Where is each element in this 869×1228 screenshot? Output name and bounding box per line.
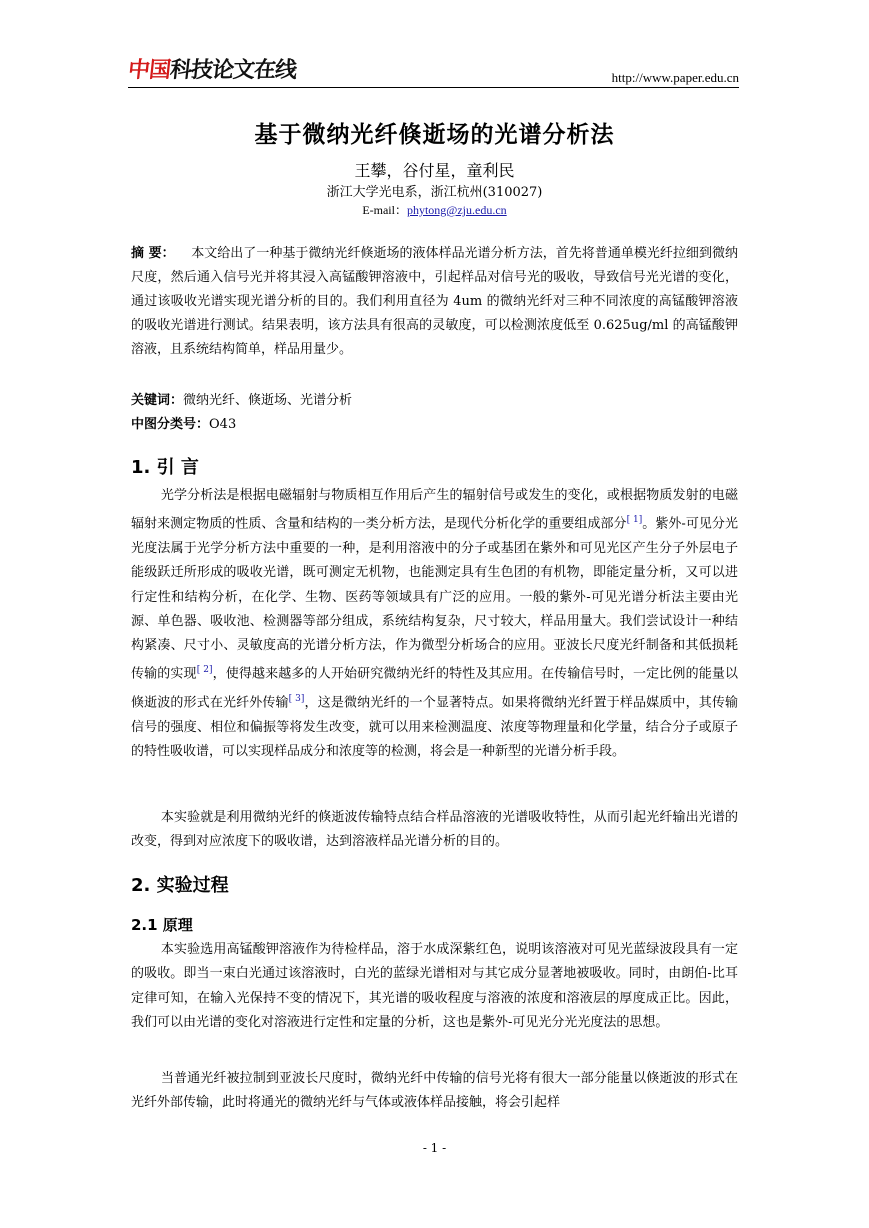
classification-text: O43 <box>209 417 237 432</box>
para-text: 光学分析法是根据电磁辐射与物质相互作用后产生的辐射信号或发生的变化，或根据物质发射的电磁辐射来测定物质的性质、含量和结构的一类分析方法，是现代分析化学的重要组成部分 <box>131 488 738 532</box>
para-text: ，这是微纳光纤的一个显著特点。如果将微纳光纤置于样品媒质中，其传输信号的强度、相位和偏振等将发生改变，就可以用来检测温度、浓度等物理量和化学量，结合分子或原子的特性吸收谱，可以实现样品成分和浓度等的检测，将会是一种新型的光谱分析手段。 <box>131 695 738 759</box>
paper-authors: 王攀，谷付星，童利民 <box>354 161 515 180</box>
section-2-paragraph-1: 本实验选用高锰酸钾溶液作为待检样品，溶于水成深紫红色，说明该溶液对可见光蓝绿波段具有一定的吸收。即当一束白光通过该溶液时，白光的蓝绿光谱相对与其它成分显著地被吸收。同时，由朗伯-比耳定律可知，在输入光保持不变的情况下，其光谱的吸收程度与溶液的浓度和溶液层的厚度成正比。因此，我们可以由光谱的变化对溶液进行定性和定量的分析，这也是紫外-可见光分光光度法的思想。 <box>131 942 738 1030</box>
classification <box>131 415 738 435</box>
paper-affiliation: 浙江大学光电系，浙江杭州(310027) <box>326 185 543 200</box>
header-divider <box>128 87 739 88</box>
keywords-text: 微纳光纤、倏逝场、光谱分析 <box>183 393 353 408</box>
section-1-heading: 1. 引 言 <box>131 457 199 478</box>
citation-3[interactable]: [ 3] <box>288 694 305 705</box>
site-url[interactable]: http://www.paper.edu.cn <box>611 70 739 85</box>
email-label: E-mail： <box>362 203 407 217</box>
citation-2[interactable]: [ 2] <box>196 665 213 676</box>
page-number: - 1 - <box>422 1141 447 1155</box>
logo-red-text: 中国 <box>126 58 172 83</box>
citation-1[interactable]: [ 1] <box>626 515 643 526</box>
abstract-text: 本文给出了一种基于微纳光纤倏逝场的液体样品光谱分析方法，首先将普通单模光纤拉细到微纳尺度，然后通入信号光并将其浸入高锰酸钾溶液中，引起样品对信号光的吸收，导致信号光光谱的变化，通过该吸收光谱实现光谱分析的目的。我们利用直径为 4um 的微纳光纤对三种不同浓度的高锰酸钾溶液的吸收光谱进行测试。结果表明，该方法具有很高的灵敏度，可以检测浓度低至 0.625ug/ml 的高锰酸钾溶液，且系统结构简单，样品用量少。 <box>131 246 738 357</box>
para-text: 。紫外-可见分光光度法属于光学分析方法中重要的一种，是利用溶液中的分子或基团在紫外和可见光区产生分子外层电子能级跃迁所形成的吸收光谱，既可测定无机物，也能测定具有生色团的有机物，即能定量分析，又可以进行定性和结构分析，在化学、生物、医药等领域具有广泛的应用。一般的紫外-可见光谱分析法主要由光源、单色器、吸收池、检测器等部分组成，系统结构复杂，尺寸较大，样品用量大。我们尝试设计一种结构紧凑、尺寸小、灵敏度高的光谱分析方法，作为微型分析场合的应用。亚波长尺度光纤制备和其低损耗传输的实现 <box>131 516 738 682</box>
section-1-paragraph-2: 本实验就是利用微纳光纤的倏逝波传输特点结合样品溶液的光谱吸收特性，从而引起光纤输出光谱的改变，得到对应浓度下的吸收谱，达到溶液样品光谱分析的目的。 <box>131 810 738 850</box>
keywords <box>131 391 738 411</box>
section-1-paragraph-1 <box>131 484 738 764</box>
para-text: ，使得越来越多的人开始研究微纳光纤的特性及其应用。在传输信号时，一定比例的能量以倏逝波的形式在光纤外传输 <box>131 666 738 711</box>
classification-label: 中图分类号： <box>131 417 210 432</box>
section-2-1-heading: 2.1 原理 <box>131 916 193 934</box>
keywords-label: 关键词： <box>131 393 184 408</box>
logo-black-text: 科技论文在线 <box>168 58 298 83</box>
paper-email-line <box>0 201 869 218</box>
paper-title: 基于微纳光纤倏逝场的光谱分析法 <box>254 122 615 148</box>
abstract-label: 摘 要： <box>131 246 175 261</box>
section-2-paragraph-2: 当普通光纤被拉制到亚波长尺度时，微纳光纤中传输的信号光将有很大一部分能量以倏逝波的形式在光纤外部传输，此时将通光的微纳光纤与气体或液体样品接触，将会引起样 <box>131 1071 738 1111</box>
section-2-heading: 2. 实验过程 <box>131 875 229 896</box>
site-logo[interactable] <box>127 58 298 84</box>
email-link[interactable]: phytong@zju.edu.cn <box>406 203 507 217</box>
abstract <box>131 242 738 362</box>
